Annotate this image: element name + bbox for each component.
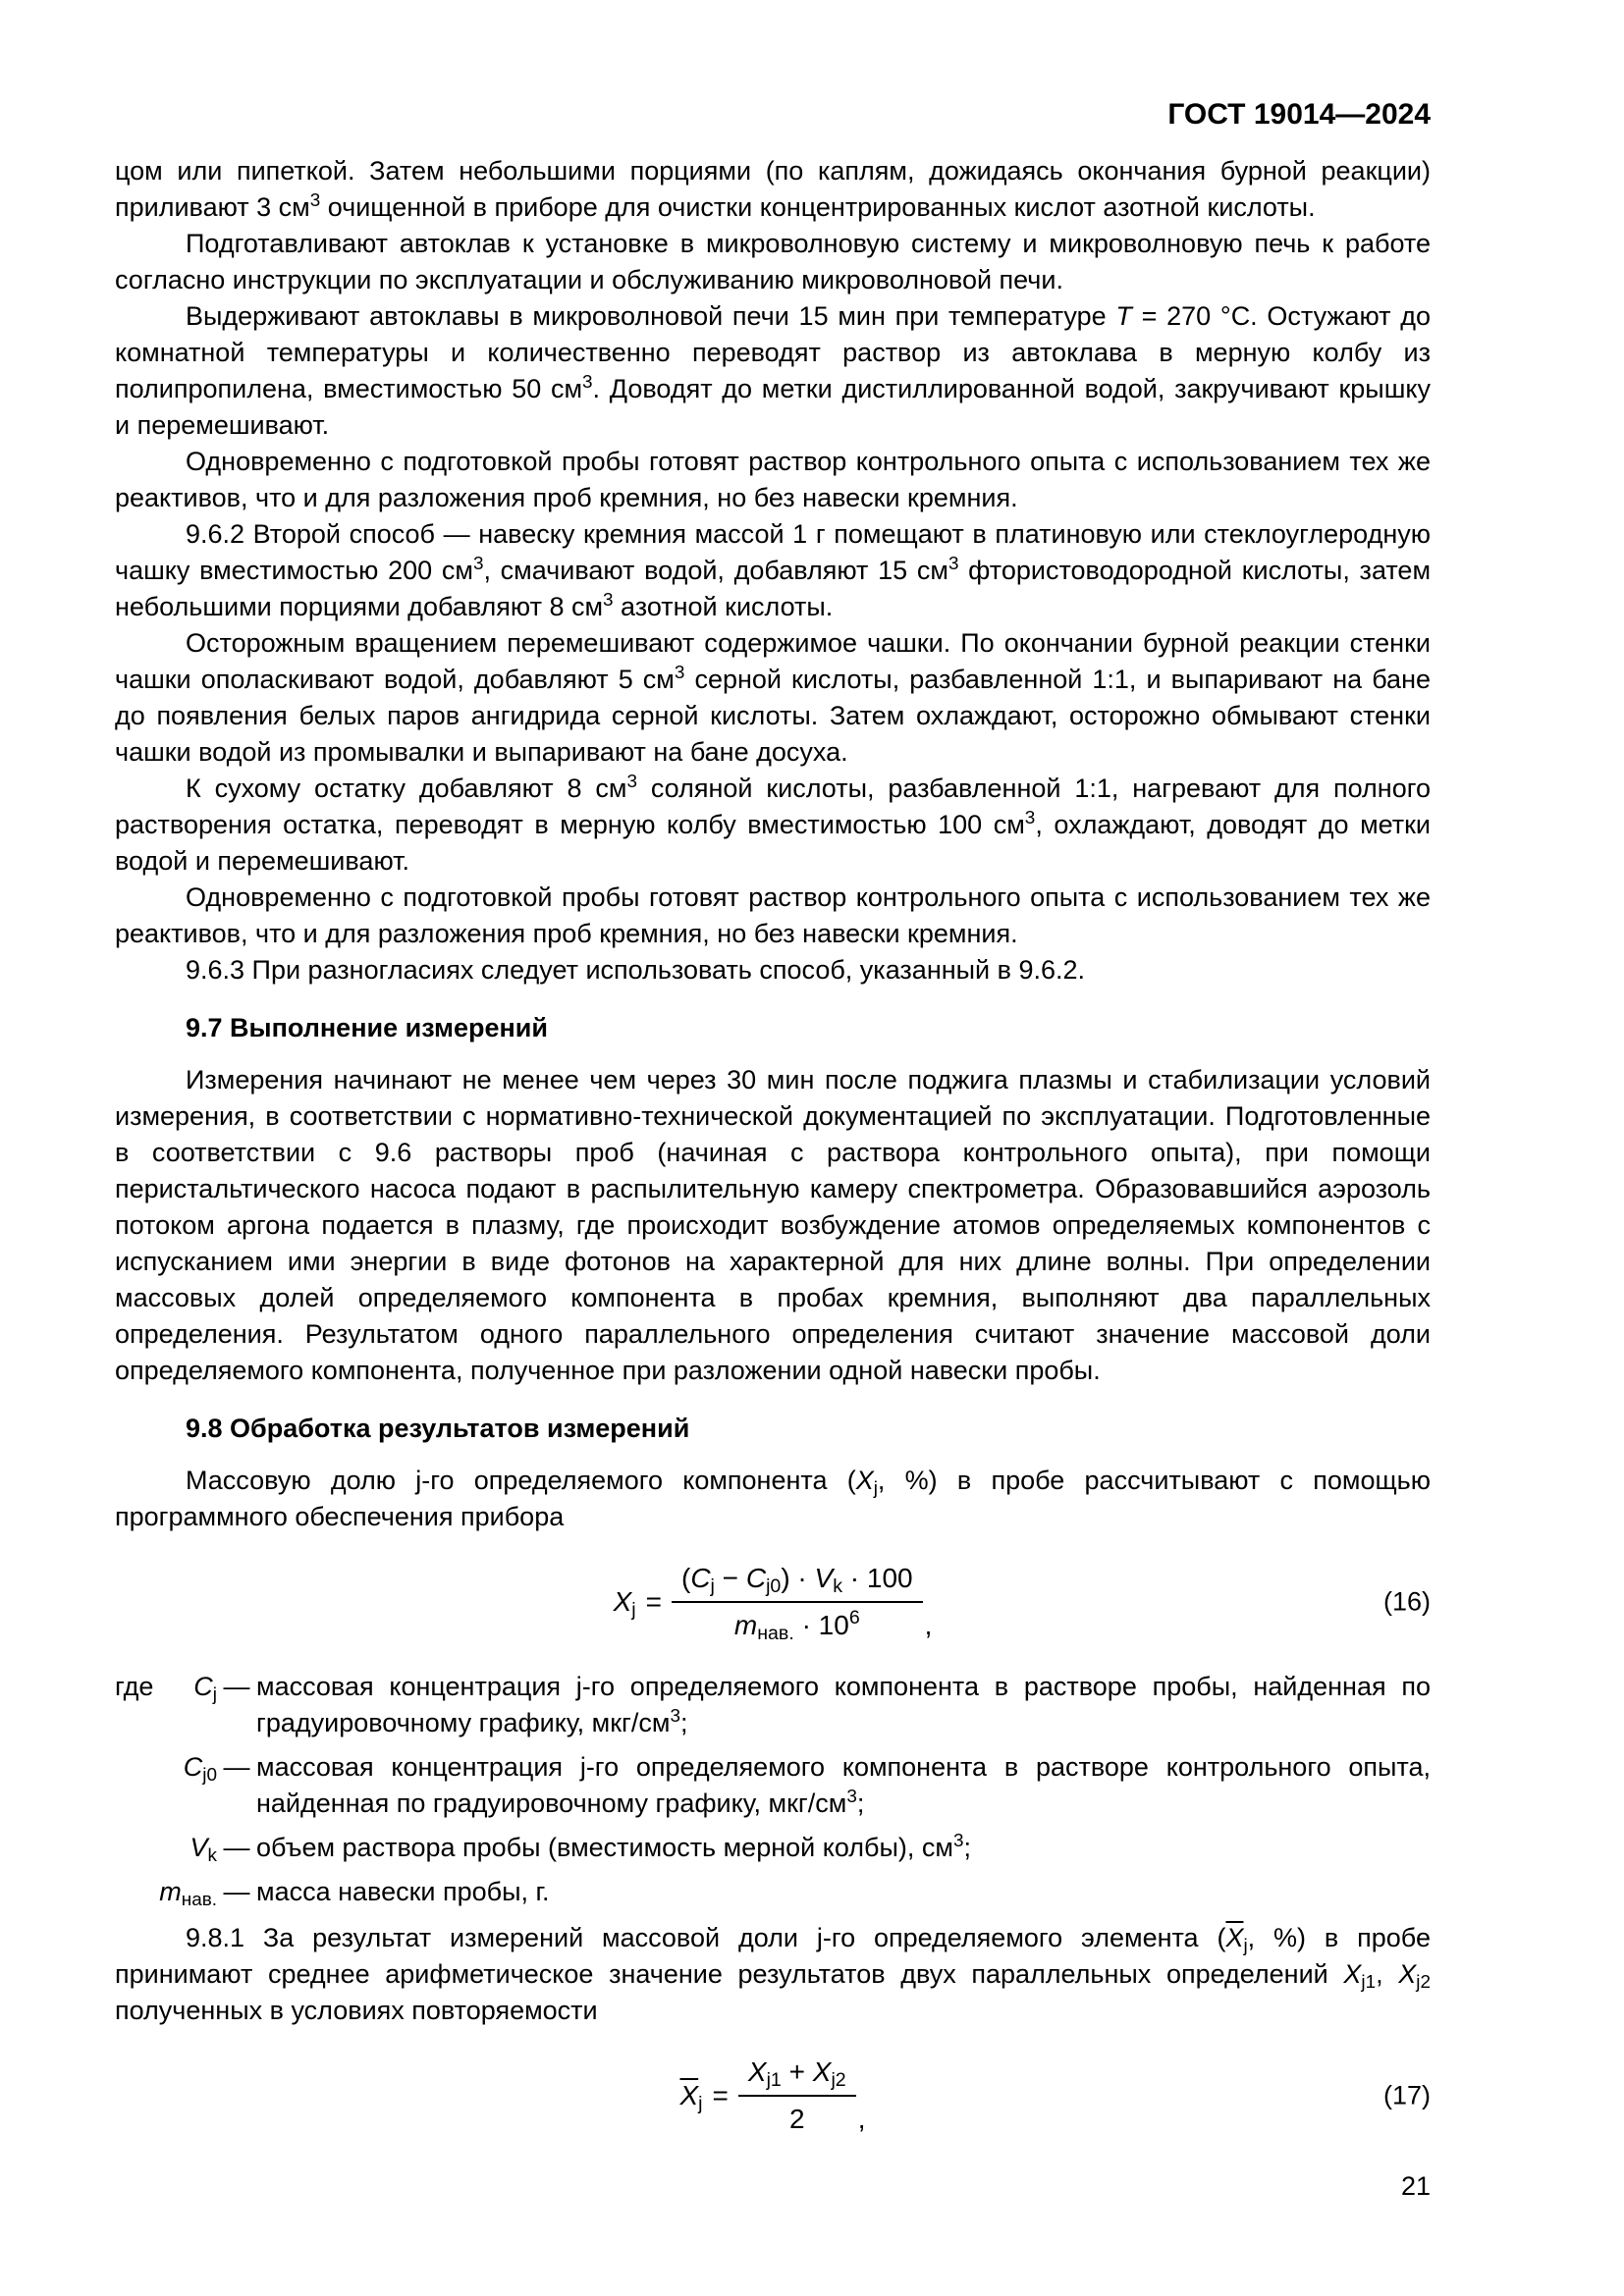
definition-desc-cj0: массовая концентрация j-го определяемого компонента в растворе контрольного опыта, найденная по градуировочному графику, мкг/$см^3$; bbox=[256, 1752, 1431, 1818]
definition-desc-vk: объем раствора пробы (вместимость мерной колбы), $см^3$; bbox=[256, 1830, 971, 1862]
heading-9-7: 9.7 Выполнение измерений bbox=[186, 1013, 548, 1042]
formula-17-lhs: $\overline{X}j$ bbox=[679, 2080, 703, 2115]
paragraph-dry-residue: К сухому остатку добавляют 8 $см^3$ соляной кислоты, разбавленной 1:1, нагревают для полного растворения остатка, переводят в мерную колбу вместимостью 100 $см^3$, охлаждают, доводят до метки водой и перемешивают. bbox=[115, 771, 1432, 876]
definition-dash: — bbox=[223, 1877, 250, 1906]
definition-dash: — bbox=[223, 1752, 250, 1782]
formula-17-fraction bbox=[738, 2056, 856, 2136]
equation-number-17: (17) bbox=[1382, 2080, 1431, 2110]
where-label: где bbox=[115, 1672, 154, 1701]
definition-term-vk: Vk bbox=[189, 1833, 217, 1867]
definition-row-cj bbox=[115, 1669, 1431, 1741]
symbol-definitions bbox=[115, 1669, 1431, 1910]
definition-row-cj0 bbox=[115, 1749, 1431, 1822]
formula-16-fraction bbox=[672, 1562, 923, 1645]
definition-row-mnav bbox=[115, 1874, 1431, 1910]
formula-17 bbox=[115, 2049, 1431, 2143]
definition-term-mnav: mнав. bbox=[159, 1877, 217, 1911]
definition-dash: — bbox=[223, 1672, 250, 1701]
formula-17-denominator: 2 bbox=[789, 2104, 805, 2134]
heading-9-8: 9.8 Обработка результатов измерений bbox=[186, 1414, 690, 1443]
paragraph-microwave-heating: Выдерживают автоклавы в микроволновой печи 15 мин при температуре T = 270 °С. Остужают до комнатной температуры и количественно переводят раствор из автоклава в мерную колбу из полипропилена, вместимостью 50 $см^3$. Доводят до метки дистиллированной водой, закручивают крышку и перемешивают. bbox=[115, 301, 1431, 440]
definition-term-cj: где Cj bbox=[115, 1669, 217, 1741]
paragraph-control-solution-1: Одновременно с подготовкой пробы готовят раствор контрольного опыта с использованием тех же реактивов, что и для разложения проб кремния, но без навески кремния. bbox=[115, 447, 1431, 512]
formula-16 bbox=[115, 1555, 1431, 1649]
formula-16-numerator: (Cj − Cj0) · Vk · 100 bbox=[672, 1562, 923, 1603]
formula-16-comma: , bbox=[924, 1610, 933, 1640]
definition-desc-cj: массовая концентрация j-го определяемого компонента в растворе пробы, найденная по градуировочному графику, мкг/$см^3$; bbox=[256, 1672, 1431, 1737]
paragraph-measurement-procedure: Измерения начинают не менее чем через 30 мин после поджига плазмы и стабилизации условий измерения, в соответствии с нормативно-технической документацией по эксплуатации. Подготовленные в соответствии с 9.6 растворы проб (начиная с раствора контрольного опыта), при помощи перистальтического насоса подают в распылительную камеру спектрометра. Образовавшийся аэрозоль потоком аргона подается в плазму, где происходит возбуждение атомов определяемых компонентов с испусканием ими энергии в виде фотонов на характерной для них длине волны. При определении массовых долей определяемого компонента в пробах кремния, выполняют два параллельных определения. Результатом одного параллельного определения считают значение массовой доли определяемого компонента, полученное при разложении одной навески пробы. bbox=[115, 1065, 1431, 1385]
formula-17-expression bbox=[679, 2056, 865, 2136]
paragraph-mass-fraction-calc: Массовую долю j-го определяемого компонента (Xj, %) в пробе рассчитывают с помощью программного обеспечения прибора bbox=[115, 1466, 1431, 1531]
paragraph-continuation: цом или пипеткой. Затем небольшими порциями (по каплям, дожидаясь окончания бурной реакции) приливают 3 $см^3$ очищенной в приборе для очистки концентрированных кислот азотной кислоты. bbox=[115, 156, 1431, 222]
equation-number-16: (16) bbox=[1382, 1586, 1431, 1617]
paragraph-dish-mixing: Осторожным вращением перемешивают содержимое чашки. По окончании бурной реакции стенки чашки ополаскивают водой, добавляют 5 $см^3$ серной кислоты, разбавленной 1:1, и выпаривают на бане до появления белых паров ангидрида серной кислоты. Затем охлаждают, осторожно обмывают стенки чашки водой из промывалки и выпаривают на бане досуха. bbox=[115, 628, 1431, 767]
paragraph-9-8-1: 9.8.1 За результат измерений массовой доли j-го определяемого элемента ($\overline{X}j$, %) в пробе принимают среднее арифметическое значение результатов двух параллельных определений Xj1, Xj2 полученных в условиях повторяемости bbox=[115, 1923, 1431, 2025]
definition-term-cj0: Cj0 bbox=[183, 1752, 217, 1787]
paragraph-9-6-2: 9.6.2 Второй способ — навеску кремния массой 1 г помещают в платиновую или стеклоуглеродную чашку вместимостью 200 $см^3$, смачивают водой, добавляют 15 $см^3$ фтористоводородной кислоты, затем небольшими порциями добавляют 8 $см^3$ азотной кислоты. bbox=[115, 519, 1432, 621]
definition-dash: — bbox=[223, 1833, 250, 1862]
paragraph-9-6-3: 9.6.3 При разногласиях следует использовать способ, указанный в 9.6.2. bbox=[186, 955, 1086, 985]
paragraph-control-solution-2: Одновременно с подготовкой пробы готовят раствор контрольного опыта с использованием тех же реактивов, что и для разложения проб кремния, но без навески кремния. bbox=[115, 882, 1431, 948]
formula-17-comma: , bbox=[857, 2104, 866, 2134]
paragraph-autoclave-setup: Подготавливают автоклав к установке в микроволновую систему и микроволновую печь к работе согласно инструкции по эксплуатации и обслуживанию микроволновой печи. bbox=[115, 229, 1431, 294]
formula-17-equals: = bbox=[712, 2080, 729, 2110]
definition-row-vk bbox=[115, 1830, 1431, 1866]
page-number: 21 bbox=[1400, 2171, 1431, 2201]
formula-16-equals: = bbox=[645, 1586, 662, 1617]
document-header: ГОСТ 19014—2024 bbox=[1167, 98, 1431, 131]
formula-16-lhs: Xj bbox=[613, 1586, 636, 1622]
formula-17-numerator: Xj1 + Xj2 bbox=[738, 2056, 856, 2097]
definition-desc-mnav: масса навески пробы, г. bbox=[256, 1877, 550, 1906]
formula-16-denominator: mнав. · $10^6$ bbox=[733, 1607, 860, 1645]
formula-16-expression bbox=[613, 1562, 933, 1645]
